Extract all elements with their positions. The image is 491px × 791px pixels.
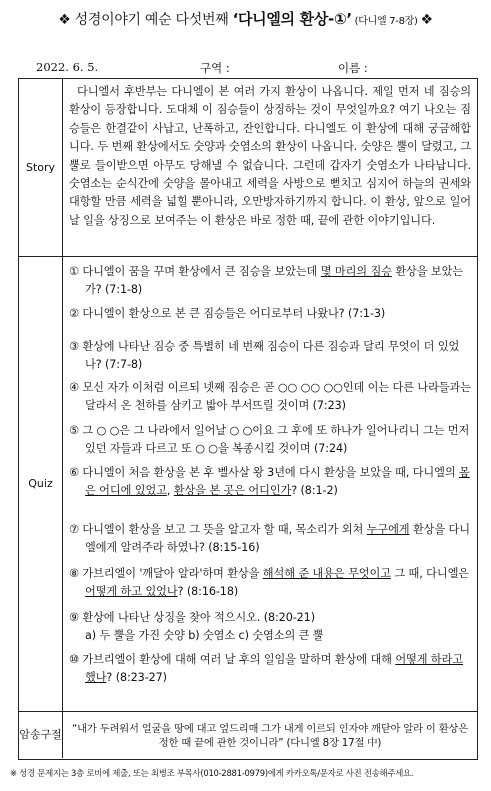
quiz-question-10: ⑩ 가브리엘이 환상에 대해 여러 날 후의 일임을 말하며 환상에 대해 어떻게 하라고 했나? (8:23-27)	[69, 653, 464, 684]
page-title: ❖ 성경이야기 예순 다섯번째 ‘다니엘의 환상-①’ (다니엘 7-8장) ❖	[58, 10, 433, 28]
worksheet-table	[18, 78, 478, 760]
quiz-question-4: ④ 모신 자가 이처럼 이르되 넷째 짐승은 곧 ○○ ○○ ○○인데 이는 다른 나라들과는 달라서 온 천하를 삼키고 밟아 부서뜨릴 것이며 (7:23)	[69, 381, 471, 412]
story-label: Story	[19, 79, 63, 256]
quiz-question-9: ⑨ 환상에 나타난 상징을 찾아 적으시오. (8:20-21) a) 두 뿔을 가진 숫양 b) 숫염소 c) 숫염소의 큰 뿔	[69, 611, 324, 642]
worksheet-meta	[18, 60, 473, 76]
quiz-question-3: ③ 환상에 나타난 짐승 중 특별히 네 번째 짐승이 다른 짐승과 달리 무엇이 더 있었나? (7:7-8)	[69, 340, 460, 371]
region-field-label: 구역 :	[200, 61, 230, 75]
submission-footnote: ※ 성경 문제지는 3층 로비에 제출, 또는 최병조 부목사(010-2881-0979)에게 카카오톡/문자로 사진 전송해주세요.	[10, 768, 414, 778]
quiz-label: Quiz	[19, 257, 63, 711]
memory-verse-content	[69, 716, 471, 754]
quiz-question-1: ① 다니엘이 꿈을 꾸며 환상에서 큰 짐승을 보았는데 몇 마리의 짐승 환상을 보았는가? (7:1-8)	[69, 265, 464, 296]
story-content	[69, 83, 471, 252]
name-field-label: 이름 :	[338, 61, 368, 75]
memory-verse-text: “내가 두려워서 얼굴을 땅에 대고 엎드리매 그가 내게 이르되 인자야 깨닫아 알라 이 환상은 정한 때 끝에 관한 것이니라” (다니엘 8장 17절 中)	[72, 723, 468, 749]
date: 2022. 6. 5.	[36, 60, 99, 74]
quiz-question-5: ⑤ 그 ○ ○은 그 나라에서 일어날 ○ ○이요 그 후에 또 하나가 일어나리니 그는 먼저 있던 자들과 다르고 또 ○ ○을 복종시킬 것이며 (7:24)	[69, 424, 470, 455]
quiz-question-9-options: a) 두 뿔을 가진 숫양 b) 숫염소 c) 숫염소의 큰 뿔	[85, 629, 324, 642]
memory-verse-row	[19, 712, 477, 758]
quiz-content	[69, 261, 471, 707]
memory-verse-label: 암송 구절	[19, 712, 63, 758]
story-text: 다니엘서 후반부는 다니엘이 본 여러 가지 환상이 나옵니다. 제일 먼저 네 짐승의 환상이 등장합니다. 도대체 이 짐승들이 상징하는 것이 무엇일까요? 여기 나오는 짐승들은 한결같이 사납고, 난폭하고, 잔인합니다. 다니엘도 이 환상에 대해 궁금해합니다. 두 번째 환상에서도 숫양과 숫염소의 환상이 나옵니다. 숫양은 뿔이 달렸고, 그 뿔로 들이받으면 아무도 당해낼 수 없습니다. 그런데 갑자기 숫염소가 나타납니다. 숫염소는 순식간에 숫양을 몰아내고 세력을 사방으로 뻗치고 심지어 하늘의 권세와 대항할 만큼 세력을 넓힐 뿐아니라, 오만방자하기까지 합니다. 이 환상, 앞으로 일어날 일을 상징으로 보여주는 이 환상은 바로 정한 때, 끝에 관한 이야기입니다.	[69, 85, 471, 227]
quiz-question-7: ⑦ 다니엘이 환상을 보고 그 뜻을 알고자 할 때, 목소리가 외쳐 누구에게 환상을 다니엘에게 알려주라 하였나? (8:15-16)	[69, 523, 470, 554]
quiz-question-8: ⑧ 가브리엘이 '깨달아 알라'하며 환상을 해석해 준 내용은 무엇이고 그 때, 다니엘은 어떻게 하고 있었나? (8:16-18)	[69, 567, 470, 598]
quiz-row	[19, 257, 477, 712]
quiz-question-6: ⑥ 다니엘이 처음 환상을 본 후 벨사살 왕 3년에 다시 환상을 보았을 때, 다니엘의 몸은 어디에 있었고, 환상을 본 곳은 어디인가? (8:1-2)	[69, 466, 470, 497]
story-row	[19, 79, 477, 257]
quiz-question-2: ② 다니엘이 환상으로 본 큰 짐승들은 어디로부터 나왔나? (7:1-3)	[69, 307, 386, 320]
